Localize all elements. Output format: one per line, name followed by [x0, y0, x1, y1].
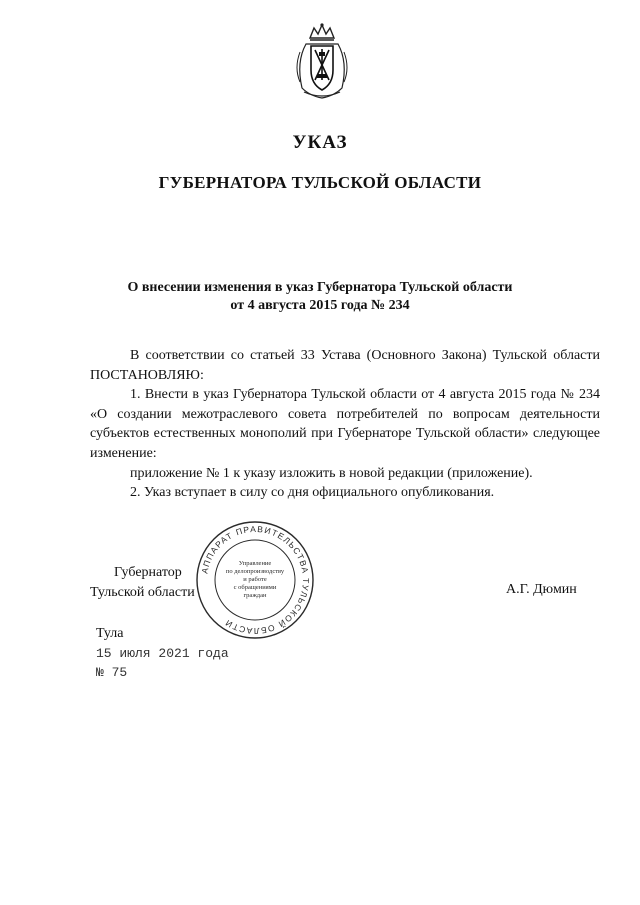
document-city: Тула	[96, 626, 124, 641]
signatory-name: А.Г. Дюмин	[506, 582, 577, 597]
document-body	[90, 346, 600, 503]
body-paragraph-preamble: В соответствии со статьей 33 Устава (Основного Закона) Тульской области ПОСТАНОВЛЯЮ:	[90, 348, 600, 383]
stamp-line-3: и работе	[243, 576, 267, 583]
document-subtitle: ГУБЕРНАТОРА ТУЛЬСКОЙ ОБЛАСТИ	[158, 173, 482, 192]
stamp-ring-text: АППАРАТ ПРАВИТЕЛЬСТВА ТУЛЬСКОЙ ОБЛАСТИ	[199, 523, 312, 637]
stamp-line-5: граждан	[243, 592, 267, 599]
signature-position-line-1: Губернатор	[114, 565, 182, 580]
stamp-line-1: Управление	[238, 560, 272, 567]
document-title: УКАЗ	[292, 132, 348, 153]
stamp-line-2: по делопроизводству	[225, 568, 285, 575]
document-number: № 75	[96, 665, 128, 680]
official-stamp	[193, 518, 317, 642]
body-paragraph-item-1: 1. Внести в указ Губернатора Тульской области от 4 августа 2015 года № 234 «О создании межотраслевого совета потребителей по вопросам деятельности субъектов естественных монополий при Губернаторе Тульской области» следующее изменение:	[90, 387, 600, 461]
signature-position-line-2: Тульской области	[90, 584, 195, 600]
body-paragraph-item-2: 2. Указ вступает в силу со дня официального опубликования.	[130, 485, 495, 501]
body-paragraph-change: приложение № 1 к указу изложить в новой редакции (приложение).	[130, 465, 533, 481]
stamp-inner-text	[221, 560, 289, 600]
subject-line-1: О внесении изменения в указ Губернатора Тульской области	[127, 280, 513, 295]
document-subject	[90, 279, 550, 315]
stamp-line-4: с обращениями	[233, 584, 277, 591]
subject-line-2: от 4 августа 2015 года № 234	[230, 298, 410, 313]
document-date: 15 июля 2021 года	[96, 646, 229, 661]
coat-of-arms-icon	[290, 22, 354, 102]
